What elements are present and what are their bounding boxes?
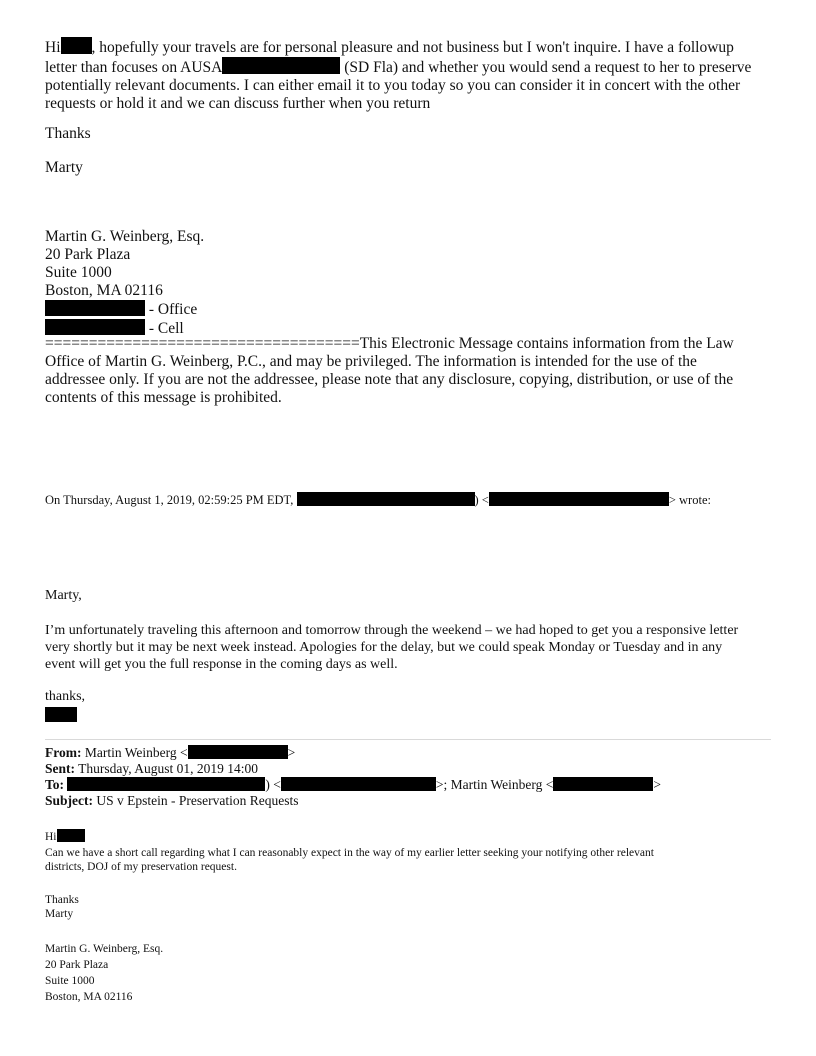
- original-signature: [45, 941, 163, 1005]
- thanks-text: Thanks: [45, 125, 91, 142]
- redaction: [45, 707, 77, 722]
- line2-b: (SD Fla) and whether you would send a request to her to preserve: [340, 59, 752, 76]
- reply-line-2: very shortly but it may be next week instead. Apologies for the delay, but we could speak Monday or Tuesday and in any: [45, 640, 723, 655]
- forwarded-headers: [45, 745, 661, 809]
- quote-header: [45, 492, 711, 508]
- disclaimer-line-3: addressee only. If you are not the addressee, please note that any disclosure, copying, distribution, or use of the: [45, 371, 734, 388]
- disclaimer-text-1: This Electronic Message contains information from the Law: [359, 335, 734, 352]
- reply-salutation: Marty,: [45, 588, 82, 603]
- original-sig-address-2: Suite 1000: [45, 975, 95, 987]
- from-end: >: [287, 745, 296, 760]
- signoff-text: Marty: [45, 159, 83, 176]
- original-line-1: Can we have a short call regarding what I can reasonably expect in the way of my earlier letter seeking your notifying other relevant: [45, 847, 654, 859]
- reply-line-3: event will get you the full response in the coming days as well.: [45, 657, 398, 672]
- redaction: [222, 57, 340, 74]
- original-greeting-word: Hi: [45, 831, 57, 843]
- to-label: To:: [45, 777, 65, 792]
- sent-row: [45, 761, 661, 777]
- disclaimer-line-2: Office of Martin G. Weinberg, P.C., and may be privileged. The information is intended for the use of the: [45, 353, 697, 370]
- signature-address-2: Suite 1000: [45, 264, 112, 281]
- original-closing: [45, 893, 79, 921]
- top-message-line-4: requests or hold it and we can discuss further when you return: [45, 95, 431, 112]
- line2-a: letter than focuses on AUSA: [45, 59, 223, 76]
- greeting-word: Hi: [45, 39, 61, 56]
- original-greeting: [45, 829, 85, 844]
- original-sig-name: Martin G. Weinberg, Esq.: [45, 943, 164, 955]
- reply-signature: [45, 707, 77, 722]
- to-mid-2: >; Martin Weinberg <: [435, 777, 554, 792]
- reply-thanks: thanks,: [45, 689, 86, 704]
- redaction: [553, 777, 653, 791]
- quote-header-mid: ) <: [474, 493, 489, 507]
- reply-line-1: I’m unfortunately traveling this afternoon and tomorrow through the weekend – we had hoped to get you a responsive letter: [45, 623, 739, 638]
- top-message-line-1: [45, 37, 751, 57]
- sent-label: Sent:: [45, 761, 75, 776]
- cell-label: - Cell: [145, 320, 184, 337]
- from-value: Martin Weinberg <: [81, 745, 188, 760]
- subject-row: [45, 793, 661, 809]
- disclaimer-block: [45, 335, 734, 407]
- quote-header-suffix: > wrote:: [668, 493, 711, 507]
- redaction: [489, 492, 669, 506]
- to-row: [45, 777, 661, 793]
- divider: [45, 739, 771, 740]
- disclaimer-separator: ====================================: [45, 335, 360, 352]
- original-body: [45, 846, 654, 874]
- to-end: >: [653, 777, 661, 792]
- redaction: [61, 37, 92, 54]
- redaction: [281, 777, 436, 791]
- redaction: [57, 829, 85, 842]
- signature-name: Martin G. Weinberg, Esq.: [45, 228, 205, 245]
- disclaimer-line-1: [45, 335, 734, 353]
- top-message-line-2: [45, 57, 751, 77]
- redaction: [45, 319, 145, 335]
- quote-header-prefix: On Thursday, August 1, 2019, 02:59:25 PM EDT,: [45, 493, 297, 507]
- office-label: - Office: [145, 301, 198, 318]
- top-message-line-3: potentially relevant documents. I can either email it to you today so you can consider it in concert with the other: [45, 77, 741, 94]
- original-sig-address-1: 20 Park Plaza: [45, 959, 109, 971]
- from-label: From:: [45, 745, 82, 760]
- top-message-body: [45, 37, 751, 113]
- greeting-rest: , hopefully your travels are for personal pleasure and not business but I won't inquire. I have a followup: [91, 39, 734, 56]
- signature-city: Boston, MA 02116: [45, 282, 163, 299]
- reply-body: [45, 622, 738, 673]
- original-line-2: districts, DOJ of my preservation request.: [45, 861, 237, 873]
- to-mid: ) <: [265, 777, 281, 792]
- subject-label: Subject:: [45, 793, 93, 808]
- redaction: [188, 745, 288, 759]
- signature-office: [45, 300, 204, 319]
- original-thanks: Thanks: [45, 894, 79, 906]
- signature-address-1: 20 Park Plaza: [45, 246, 131, 263]
- redaction: [67, 777, 265, 791]
- original-sig-city: Boston, MA 02116: [45, 991, 133, 1003]
- subject-value: US v Epstein - Preservation Requests: [93, 793, 299, 808]
- sent-value: Thursday, August 01, 2019 14:00: [75, 761, 259, 776]
- redaction: [45, 300, 145, 316]
- from-row: [45, 745, 661, 761]
- signature-block: [45, 228, 204, 338]
- disclaimer-line-4: contents of this message is prohibited.: [45, 389, 282, 406]
- original-signoff: Marty: [45, 908, 74, 920]
- redaction: [297, 492, 475, 506]
